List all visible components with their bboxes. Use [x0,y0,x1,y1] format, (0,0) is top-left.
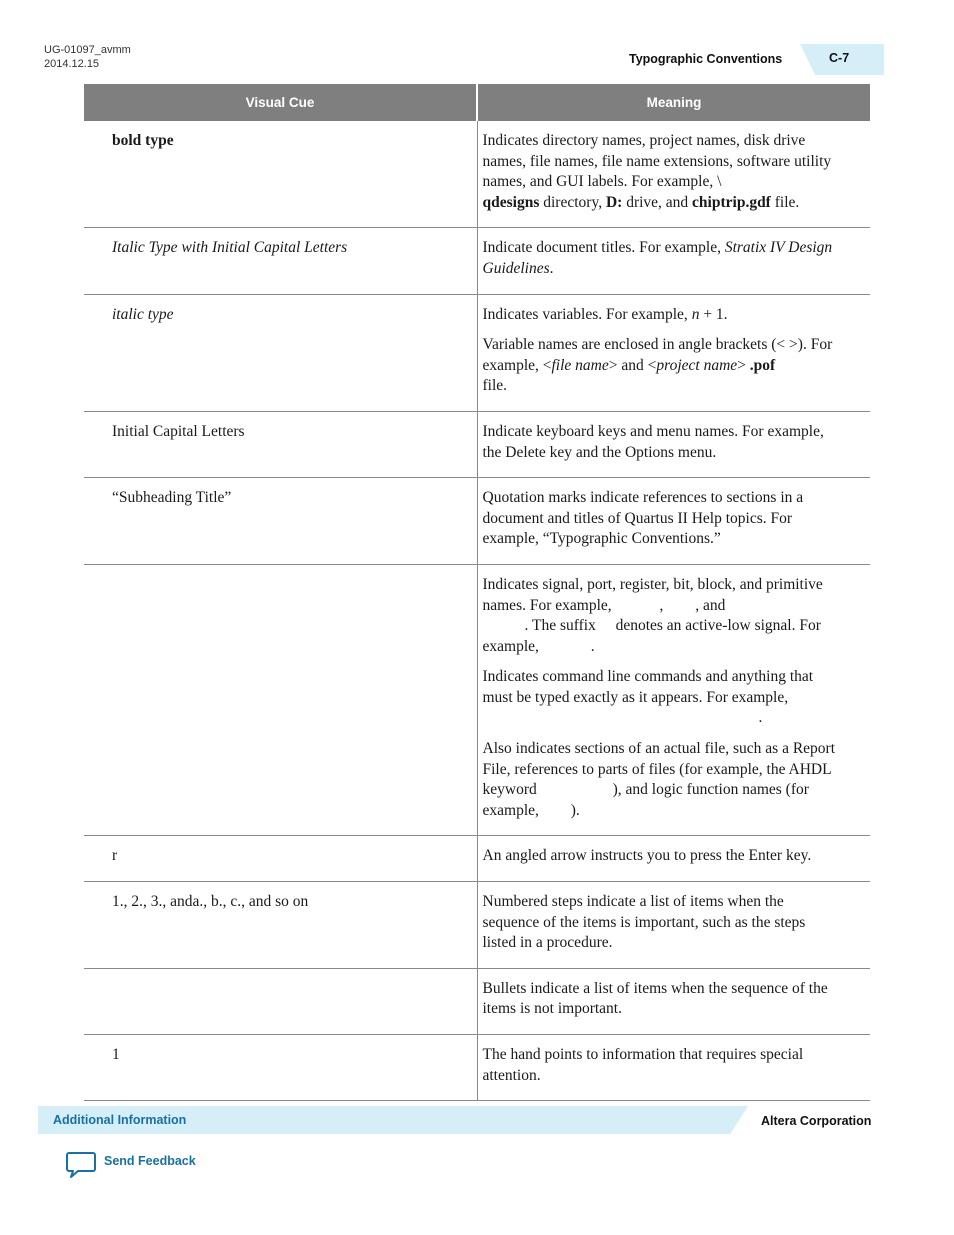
meaning-text: Indicates command line commands and anything that must be typed exactly as it appears. For example, [482,668,814,706]
meaning-text: Indicate document titles. For example, [482,239,725,257]
table-row [84,121,870,228]
meaning-text: > and < [608,356,657,374]
meaning-paragraph [483,335,843,397]
page-number: C-7 [829,51,850,65]
meaning-text: drive, and [622,193,693,211]
meaning-text: Indicates directory names, project names, disk drive names, file names, file name extensions, software utility names, and GUI labels. For example, \ [482,132,832,191]
table-row [84,564,870,836]
visual-cue-cell: bold type [84,121,477,228]
meaning-paragraph [483,739,843,821]
conventions-table [84,84,870,1101]
meaning-text: project name [656,356,738,374]
table-row [84,882,870,969]
meaning-text: , and [695,596,726,614]
section-title: Typographic Conventions [629,52,783,66]
column-header-meaning: Meaning [477,84,870,121]
meaning-text: Variable names are enclosed in angle brackets (< >). For example, < [482,336,833,374]
document-date: 2014.12.15 [44,58,100,70]
meaning-text: ). [570,801,580,819]
visual-cue-cell: 1 [84,1035,477,1101]
meaning-text: Also indicates sections of an actual file, such as a Report File, references to parts of files (for example, the AHDL keyword [482,740,836,799]
table-row [84,478,870,565]
meaning-text: Stratix IV Design Guidelines [482,239,833,277]
table-row [84,968,870,1034]
meaning-cell [477,228,870,294]
meaning-cell: Quotation marks indicate references to sections in a document and titles of Quartus II Help topics. For example, “Typographic Conventions.” [477,478,870,565]
meaning-text: directory, [539,193,606,211]
meaning-cell: Bullets indicate a list of items when the sequence of the items is not important. [477,968,870,1034]
meaning-paragraph [483,305,843,326]
table-row [84,1035,870,1101]
send-feedback-link[interactable]: Send Feedback [104,1154,196,1168]
table-row [84,294,870,411]
visual-cue-cell: “Subheading Title” [84,478,477,565]
speech-bubble-icon[interactable] [66,1151,96,1179]
visual-cue-cell [84,564,477,836]
table-row [84,228,870,294]
meaning-text: Indicates signal, port, register, bit, block, and primitive names. For example, [482,575,823,614]
table-row [84,411,870,477]
meaning-text: . [758,709,763,727]
meaning-text: D: [605,193,623,211]
visual-cue-cell [84,968,477,1034]
column-header-visual-cue: Visual Cue [84,84,477,121]
meaning-cell: An angled arrow instructs you to press the Enter key. [477,836,870,882]
meaning-paragraph [483,667,843,729]
meaning-text: . [590,637,595,655]
meaning-text: qdesigns [482,193,540,211]
document-id-block [44,43,131,71]
meaning-cell: The hand points to information that requires special attention. [477,1035,870,1101]
meaning-cell [477,294,870,411]
visual-cue-cell: r [84,836,477,882]
table-row [84,836,870,882]
meaning-text: .pof [749,356,776,374]
meaning-cell [477,121,870,228]
meaning-text: file name [551,356,609,374]
meaning-text: + 1. [699,305,728,323]
visual-cue-cell: italic type [84,294,477,411]
meaning-text: chiptrip.gdf [692,193,771,211]
meaning-cell: Numbered steps indicate a list of items when the sequence of the items is important, such as the steps listed in a procedure. [477,882,870,969]
visual-cue-cell: Italic Type with Initial Capital Letters [84,228,477,294]
document-id: UG-01097_avmm [44,44,131,56]
meaning-text: ), and logic function names (for example, [482,781,809,819]
table-header-row [84,84,870,121]
meaning-cell [477,564,870,836]
meaning-text: n [691,305,700,323]
meaning-cell: Indicate keyboard keys and menu names. For example, the Delete key and the Options menu. [477,411,870,477]
visual-cue-cell: 1., 2., 3., anda., b., c., and so on [84,882,477,969]
meaning-text: file. [770,193,800,211]
visual-cue-cell: Initial Capital Letters [84,411,477,477]
meaning-text: denotes an active-low signal. For example, [482,617,821,655]
meaning-text: file. [482,377,508,395]
meaning-text: . [549,259,554,277]
meaning-text: , [659,596,668,614]
additional-information-link[interactable]: Additional Information [53,1113,187,1127]
meaning-text: . The suffix [524,617,600,635]
meaning-paragraph [483,575,843,657]
meaning-text: > [737,356,750,374]
company-name: Altera Corporation [761,1114,872,1128]
meaning-text: Indicates variables. For example, [482,305,692,323]
